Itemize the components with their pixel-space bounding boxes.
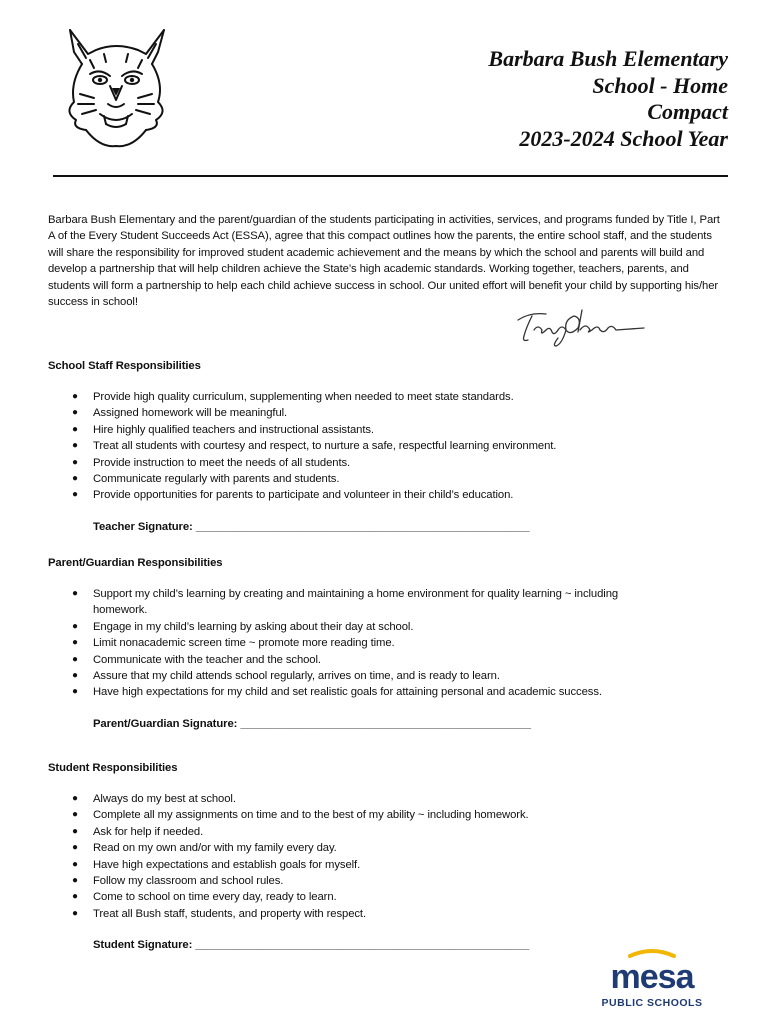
bullet-icon: ● <box>72 670 78 682</box>
bobcat-mascot-icon <box>60 24 172 152</box>
list-item <box>48 807 738 823</box>
bullet-icon: ● <box>72 620 78 632</box>
title-line: Compact <box>647 99 728 124</box>
list-item-text: Hire highly qualified teachers and instructional assistants. <box>93 423 374 436</box>
bullet-icon: ● <box>72 456 78 468</box>
list-item-text: Ask for help if needed. <box>93 825 204 838</box>
logo-sub-text: PUBLIC SCHOOLS <box>601 997 703 1009</box>
teacher-signature-line[interactable]: Teacher Signature: ______________________________________________________ <box>93 520 530 533</box>
list-item <box>48 889 738 905</box>
bullet-icon: ● <box>72 473 78 485</box>
list-item <box>48 840 738 856</box>
title-line: School - Home <box>592 72 728 98</box>
bullet-icon: ● <box>72 858 78 870</box>
list-item <box>48 857 738 873</box>
list-item <box>48 791 738 807</box>
parent-list <box>48 586 623 701</box>
title-line: Barbara Bush Elementary <box>488 46 728 71</box>
student-list <box>48 791 738 922</box>
list-item <box>48 873 738 889</box>
bullet-icon: ● <box>72 391 78 402</box>
intro-paragraph: Barbara Bush Elementary and the parent/guardian of the students participating in activities, services, and programs funded by Title I, Part A of the Every Student Succeeds Act (ESSA), agree that this compact outlines how the parents, the entire school staff, and the students will share the responsibility for improved student academic achievement and the means by which the school and parents will build and develop a partnership that will help children achieve the State’s high academic standards. Working together, teachers, parents, and students will form a partnership to help each child achieve success in school. Our united effort will benefit your child by supporting his/her success in school! <box>48 214 720 309</box>
bullet-icon: ● <box>72 842 78 854</box>
staff-section <box>48 360 738 533</box>
list-item-text: Assure that my child attends school regularly, arrives on time, and is ready to learn. <box>93 670 500 683</box>
list-item-text: Complete all my assignments on time and to the best of my ability ~ including homework. <box>93 809 529 822</box>
bullet-icon: ● <box>72 907 78 919</box>
title-line: 2023-2024 School Year <box>519 125 728 151</box>
section-heading: School Staff Responsibilities <box>48 360 201 372</box>
bullet-icon: ● <box>72 891 78 903</box>
header-divider <box>53 175 728 177</box>
list-item-text: Always do my best at school. <box>93 793 236 805</box>
list-item-text: Treat all students with courtesy and respect, to nurture a safe, respectful learning environment. <box>93 440 557 453</box>
bullet-icon: ● <box>72 825 78 837</box>
list-item-text: Communicate regularly with parents and students. <box>93 473 340 486</box>
bullet-icon: ● <box>72 489 78 501</box>
list-item <box>48 668 623 684</box>
parent-signature-line[interactable]: Parent/Guardian Signature: _______________________________________________ <box>93 717 531 730</box>
list-item-text: Communicate with the teacher and the school. <box>93 653 321 666</box>
list-item <box>48 455 738 471</box>
list-item <box>48 652 623 668</box>
section-heading: Student Responsibilities <box>48 762 178 774</box>
bullet-icon: ● <box>72 637 78 649</box>
student-signature-line[interactable]: Student Signature: ______________________________________________________ <box>93 939 530 952</box>
principal-signature <box>512 306 647 348</box>
list-item <box>48 824 738 840</box>
list-item <box>48 635 623 651</box>
list-item-text: Have high expectations and establish goals for myself. <box>93 858 361 871</box>
list-item-text: Provide high quality curriculum, supplementing when needed to meet state standards. <box>93 391 514 403</box>
list-item-text: Have high expectations for my child and set realistic goals for attaining personal and academic success. <box>93 686 602 699</box>
list-item <box>48 438 738 454</box>
staff-list <box>48 389 738 504</box>
list-item-text: Limit nonacademic screen time ~ promote more reading time. <box>93 637 395 650</box>
bullet-icon: ● <box>72 875 78 887</box>
student-section <box>48 762 738 951</box>
bullet-icon: ● <box>72 423 78 435</box>
list-item-text: Engage in my child’s learning by asking about their day at school. <box>93 620 414 633</box>
list-item <box>48 389 738 405</box>
bullet-icon: ● <box>72 686 78 698</box>
list-item-text: Follow my classroom and school rules. <box>93 875 284 888</box>
section-heading: Parent/Guardian Responsibilities <box>48 557 223 569</box>
list-item <box>48 586 623 619</box>
list-item-text: Provide instruction to meet the needs of all students. <box>93 456 351 469</box>
list-item-text: Come to school on time every day, ready to learn. <box>93 891 337 904</box>
list-item-text: Treat all Bush staff, students, and property with respect. <box>93 907 366 920</box>
bullet-icon: ● <box>72 588 78 599</box>
bullet-icon: ● <box>72 809 78 821</box>
bullet-icon: ● <box>72 407 78 419</box>
parent-section <box>48 557 738 730</box>
bullet-icon: ● <box>72 440 78 452</box>
list-item <box>48 684 733 700</box>
list-item-text: Support my child’s learning by creating and maintaining a home environment for quality learning ~ including homework. <box>93 588 619 617</box>
mesa-public-schools-logo <box>596 948 708 1010</box>
bullet-icon: ● <box>72 653 78 665</box>
list-item <box>48 405 738 421</box>
document-title <box>488 46 728 152</box>
list-item <box>48 471 738 487</box>
list-item <box>48 906 738 922</box>
logo-arc <box>630 951 674 956</box>
list-item <box>48 487 738 503</box>
list-item <box>48 619 623 635</box>
list-item-text: Read on my own and/or with my family every day. <box>93 842 337 855</box>
list-item-text: Provide opportunities for parents to participate and volunteer in their child’s education. <box>93 489 514 502</box>
logo-mesa-text: mesa <box>610 958 694 996</box>
bullet-icon: ● <box>72 793 78 804</box>
list-item-text: Assigned homework will be meaningful. <box>93 407 288 420</box>
list-item <box>48 422 738 438</box>
